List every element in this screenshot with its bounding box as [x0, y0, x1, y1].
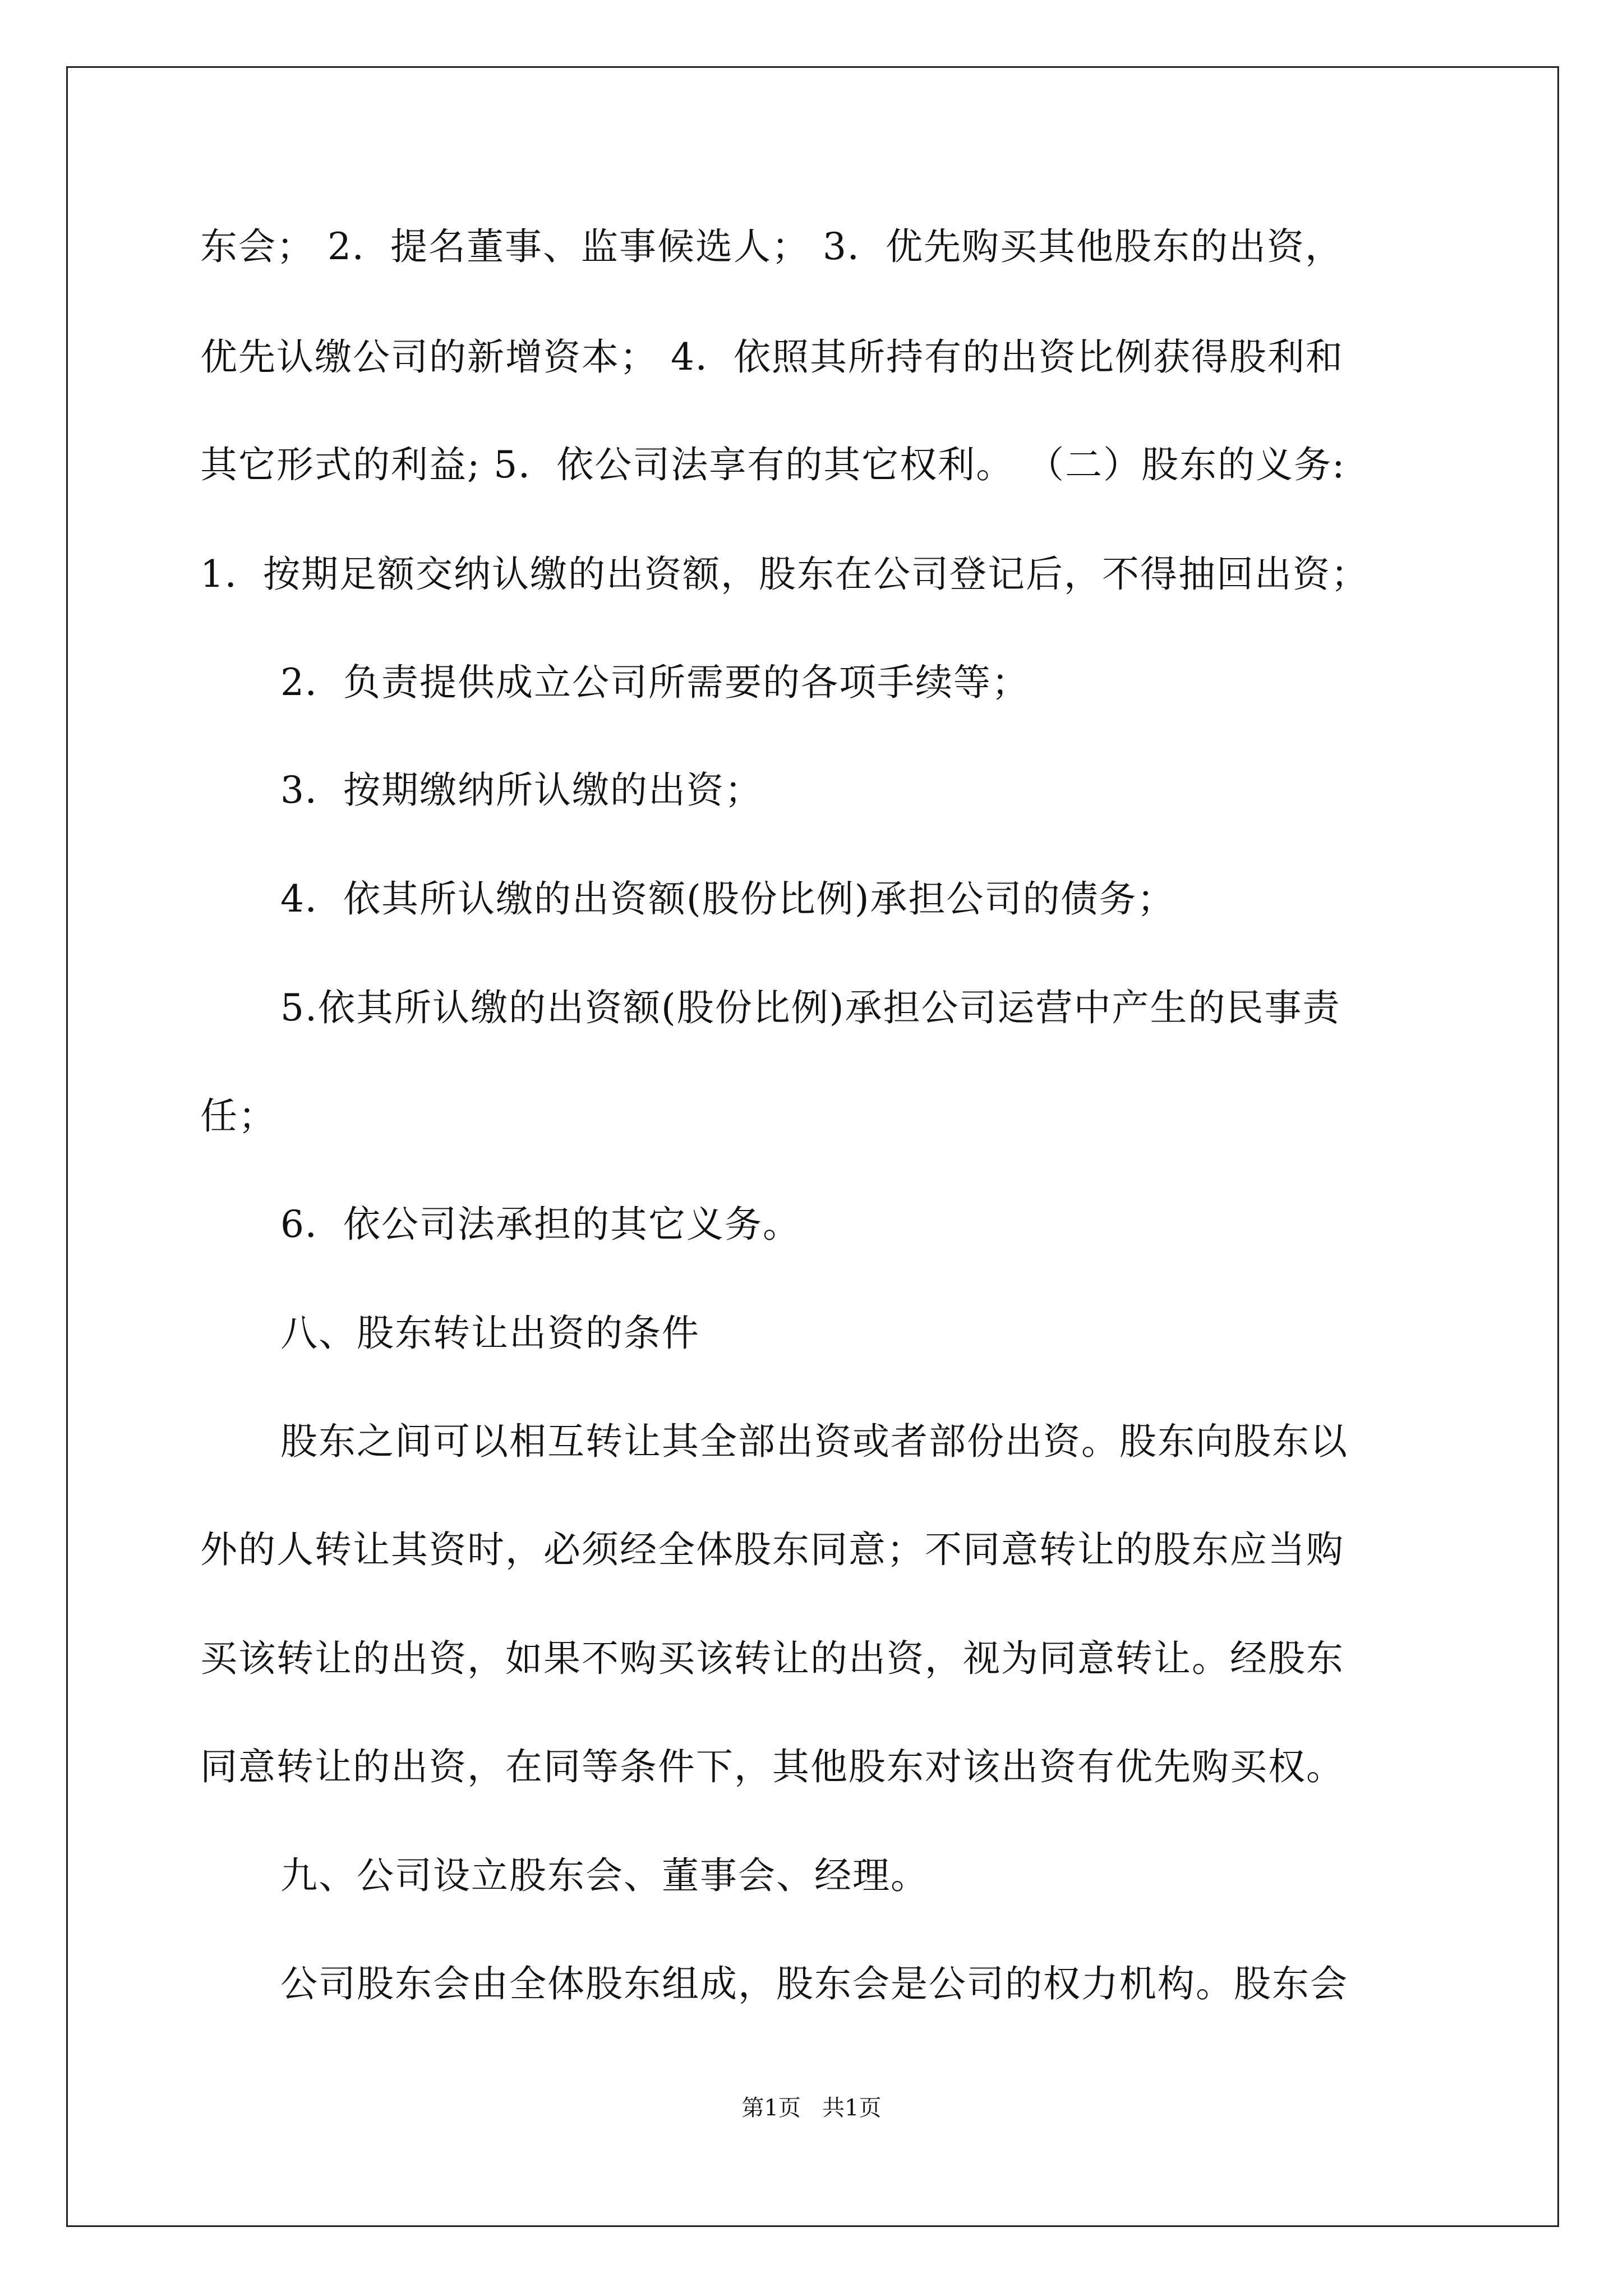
page-number-footer: 第1页 共1页 [741, 2095, 882, 2121]
body-line: 2．负责提供成立公司所需要的各项手续等； [280, 661, 1030, 704]
section-heading: 九、公司设立股东会、董事会、经理。 [280, 1854, 929, 1897]
body-line: 1．按期足额交纳认缴的出资额，股东在公司登记后，不得抽回出资； [200, 553, 1369, 596]
body-line: 股东之间可以相互转让其全部出资或者部份出资。股东向股东以 [280, 1420, 1348, 1463]
body-line: 6．依公司法承担的其它义务。 [280, 1203, 801, 1246]
body-line: 其它形式的利益; 5．依公司法享有的其它权利。 （二）股东的义务: [200, 443, 1346, 486]
body-line: 3．按期缴纳所认缴的出资； [280, 769, 763, 812]
body-line: 5.依其所认缴的出资额(股份比例)承担公司运营中产生的民事责 [280, 986, 1341, 1029]
section-heading: 八、股东转让出资的条件 [280, 1312, 700, 1355]
body-line: 外的人转让其资时，必须经全体股东同意；不同意转让的股东应当购 [200, 1528, 1344, 1571]
body-line: 任； [200, 1094, 276, 1138]
body-line: 公司股东会由全体股东组成，股东会是公司的权力机构。股东会 [280, 1962, 1348, 2005]
body-line: 东会； 2．提名董事、监事候选人； 3．优先购买其他股东的出资， [200, 225, 1343, 268]
body-line: 买该转让的出资，如果不购买该转让的出资，视为同意转让。经股东 [200, 1637, 1344, 1680]
body-line: 优先认缴公司的新增资本； 4．依照其所持有的出资比例获得股利和 [200, 335, 1344, 379]
body-line: 同意转让的出资，在同等条件下，其他股东对该出资有优先购买权。 [200, 1745, 1344, 1788]
page-border [66, 66, 1559, 2227]
body-line: 4．依其所认缴的出资额(股份比例)承担公司的债务； [280, 877, 1175, 921]
